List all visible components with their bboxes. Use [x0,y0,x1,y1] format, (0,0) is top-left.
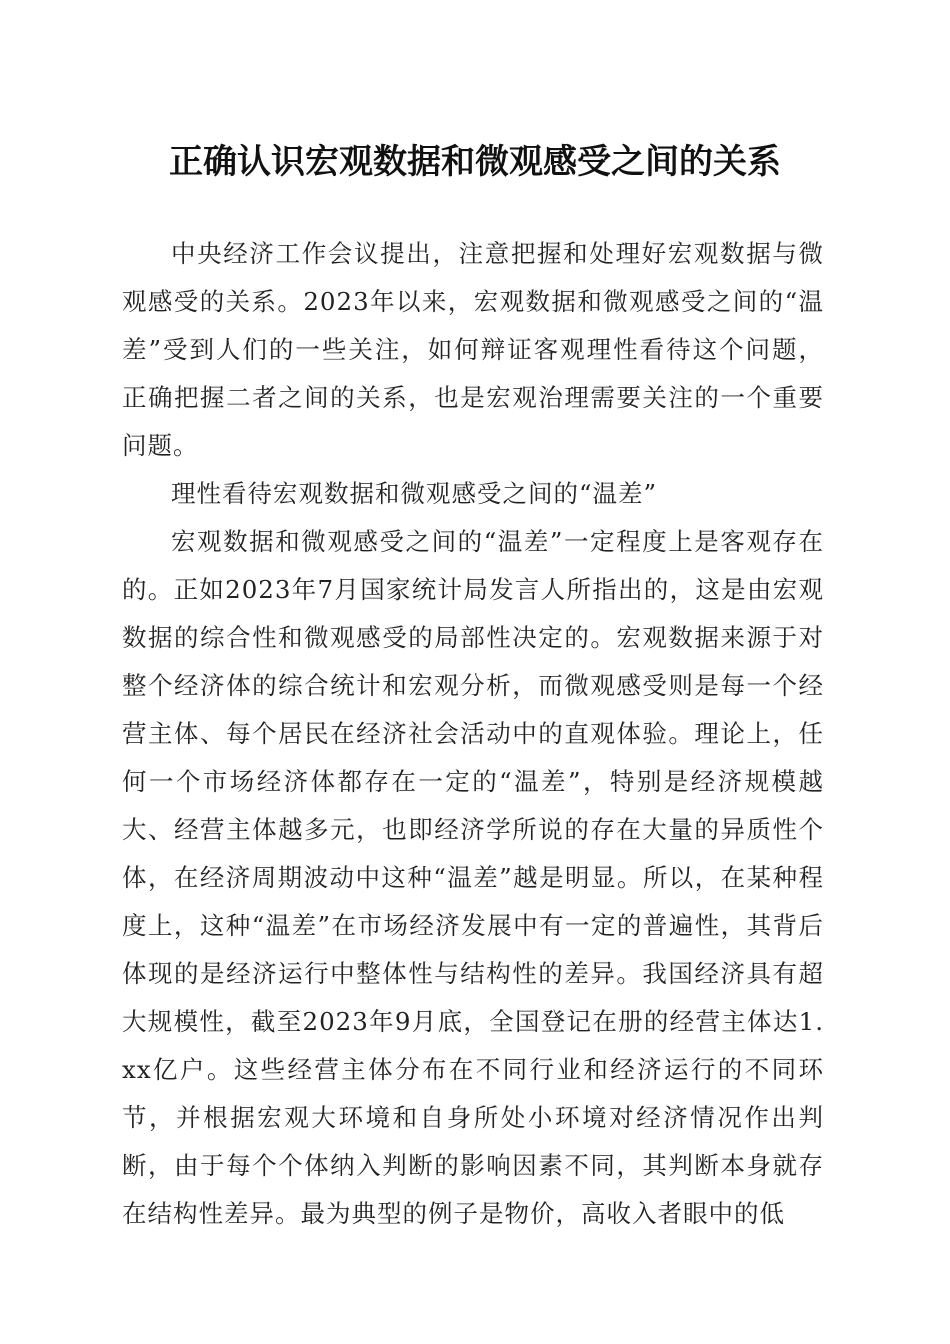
document-title: 正确认识宏观数据和微观感受之间的关系 [169,142,781,182]
paragraph-intro: 中央经济工作会议提出，注意把握和处理好宏观数据与微观感受的关系。2023年以来，宏观数据和微观感受之间的“温差”受到人们的一些关注，如何辩证客观理性看待这个问题，正确把握二者之间的关系，也是宏观治理需要关注的一个重要问题。 [122,239,824,460]
paragraph-body: 宏观数据和微观感受之间的“温差”一定程度上是客观存在的。正如2023年7月国家统计局发言人所指出的，这是由宏观数据的综合性和微观感受的局部性决定的。宏观数据来源于对整个经济体的综合统计和宏观分析，而微观感受则是每一个经营主体、每个居民在经济社会活动中的直观体验。理论上，任何一个市场经济体都存在一定的“温差”，特别是经济规模越大、经营主体越多元，也即经济学所说的存在大量的异质性个体，在经济周期波动中这种“温差”越是明显。所以，在某种程度上，这种“温差”在市场经济发展中有一定的普遍性，其背后体现的是经济运行中整体性与结构性的差异。我国经济具有超大规模性，截至2023年9月底，全国登记在册的经营主体达1.xx亿户。这些经营主体分布在不同行业和经济运行的不同环节，并根据宏观大环境和自身所处小环境对经济情况作出判断，由于每个个体纳入判断的影响因素不同，其判断本身就存在结构性差异。最为典型的例子是物价，高收入者眼中的低 [122,527,824,1228]
document-body [122,230,824,1238]
section-heading: 理性看待宏观数据和微观感受之间的“温差” [171,479,658,508]
